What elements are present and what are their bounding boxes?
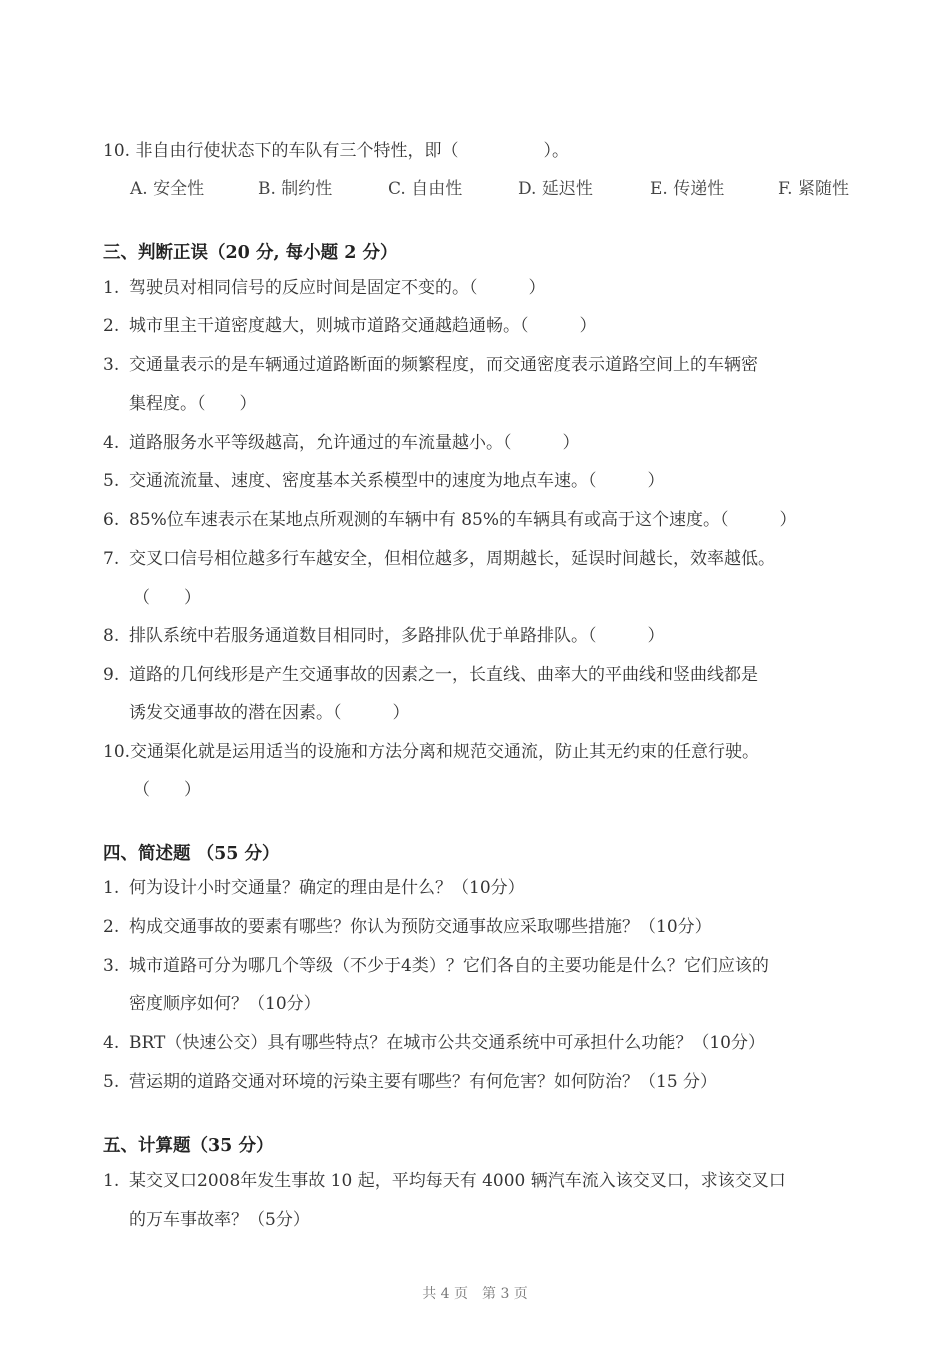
essay-item-4 xyxy=(103,1032,765,1054)
section-3-heading: 三、判断正误（20 分, 每小题 2 分） xyxy=(103,243,398,263)
judge-item-2 xyxy=(103,315,597,337)
item-number: 1. xyxy=(103,1171,120,1191)
judge-item-10-continued: （ ） xyxy=(133,780,201,800)
judge-item-4 xyxy=(103,432,580,454)
option-e: E. 传递性 xyxy=(650,179,725,199)
option-c: C. 自由性 xyxy=(388,179,463,199)
item-text: 构成交通事故的要素有哪些？你认为预防交通事故应采取哪些措施？（10分） xyxy=(129,917,712,937)
item-text: 道路的几何线形是产生交通事故的因素之一，长直线、曲率大的平曲线和竖曲线都是 xyxy=(129,665,758,685)
judge-item-6 xyxy=(103,509,796,531)
item-number: 6. xyxy=(103,510,120,530)
item-number: 4. xyxy=(103,1033,120,1053)
essay-item-2 xyxy=(103,916,712,938)
judge-item-3-continued: 集程度。（ ） xyxy=(129,394,257,414)
judge-item-1 xyxy=(103,277,546,299)
option-b: B. 制约性 xyxy=(258,179,333,199)
item-text: 85%位车速表示在某地点所观测的车辆中有 85%的车辆具有或高于这个速度。（ ） xyxy=(129,510,797,530)
judge-item-7-continued: （ ） xyxy=(133,588,201,608)
item-number: 3. xyxy=(103,956,120,976)
item-text: 营运期的道路交通对环境的污染主要有哪些？有何危害？如何防治？（15 分） xyxy=(129,1072,718,1092)
item-number: 3. xyxy=(103,355,120,375)
item-text: BRT（快速公交）具有哪些特点？在城市公共交通系统中可承担什么功能？（10分） xyxy=(129,1033,765,1053)
section-4-heading: 四、简述题 （55 分） xyxy=(103,844,280,864)
essay-item-5 xyxy=(103,1071,717,1093)
judge-item-7 xyxy=(103,548,775,570)
item-text: 城市里主干道密度越大，则城市道路交通越趋通畅。（ ） xyxy=(129,316,597,336)
item-text: 交通渠化就是运用适当的设施和方法分离和规范交通流，防止其无约束的任意行驶。 xyxy=(130,742,760,762)
calc-item-1 xyxy=(103,1170,786,1192)
essay-item-1 xyxy=(103,877,525,899)
item-number: 4. xyxy=(103,433,120,453)
item-number: 9. xyxy=(103,665,120,685)
essay-item-3 xyxy=(103,955,769,977)
judge-item-8 xyxy=(103,625,665,647)
option-f: F. 紧随性 xyxy=(778,179,849,199)
item-text: 驾驶员对相同信号的反应时间是固定不变的。（ ） xyxy=(129,278,546,298)
section-5-heading: 五、计算题（35 分） xyxy=(103,1136,274,1156)
judge-item-9-continued: 诱发交通事故的潜在因素。（ ） xyxy=(129,703,410,723)
choice-question-10 xyxy=(103,140,569,162)
judge-item-5 xyxy=(103,470,665,492)
judge-item-3 xyxy=(103,354,758,376)
item-text: 某交叉口2008年发生事故 10 起，平均每天有 4000 辆汽车流入该交叉口，求该交叉口 xyxy=(129,1171,786,1191)
question-text: 非自由行使状态下的车队有三个特性，即（ ）。 xyxy=(135,141,569,161)
option-a: A. 安全性 xyxy=(130,179,205,199)
item-text: 排队系统中若服务通道数目相同时，多路排队优于单路排队。（ ） xyxy=(129,626,665,646)
item-number: 8. xyxy=(103,626,120,646)
page-footer: 共 4 页 第 3 页 xyxy=(422,1286,528,1302)
item-text: 道路服务水平等级越高，允许通过的车流量越小。（ ） xyxy=(129,433,580,453)
item-number: 1. xyxy=(103,878,120,898)
item-text: 何为设计小时交通量？确定的理由是什么？（10分） xyxy=(129,878,525,898)
item-number: 10. xyxy=(103,742,131,762)
judge-item-10 xyxy=(103,741,759,763)
item-number: 2. xyxy=(103,917,120,937)
item-text: 交叉口信号相位越多行车越安全，但相位越多，周期越长，延误时间越长，效率越低。 xyxy=(129,549,775,569)
item-number: 2. xyxy=(103,316,120,336)
item-number: 5. xyxy=(103,471,120,491)
calc-item-1-continued: 的万车事故率？（5分） xyxy=(129,1210,310,1230)
item-number: 1. xyxy=(103,278,120,298)
item-text: 城市道路可分为哪几个等级（不少于4类）？它们各自的主要功能是什么？它们应该的 xyxy=(129,956,769,976)
essay-item-3-continued: 密度顺序如何？（10分） xyxy=(129,994,321,1014)
item-number: 5. xyxy=(103,1072,120,1092)
question-number: 10. xyxy=(103,141,131,161)
item-text: 交通量表示的是车辆通过道路断面的频繁程度，而交通密度表示道路空间上的车辆密 xyxy=(129,355,758,375)
option-d: D. 延迟性 xyxy=(518,179,593,199)
item-number: 7. xyxy=(103,549,120,569)
judge-item-9 xyxy=(103,664,758,686)
item-text: 交通流流量、速度、密度基本关系模型中的速度为地点车速。（ ） xyxy=(129,471,665,491)
